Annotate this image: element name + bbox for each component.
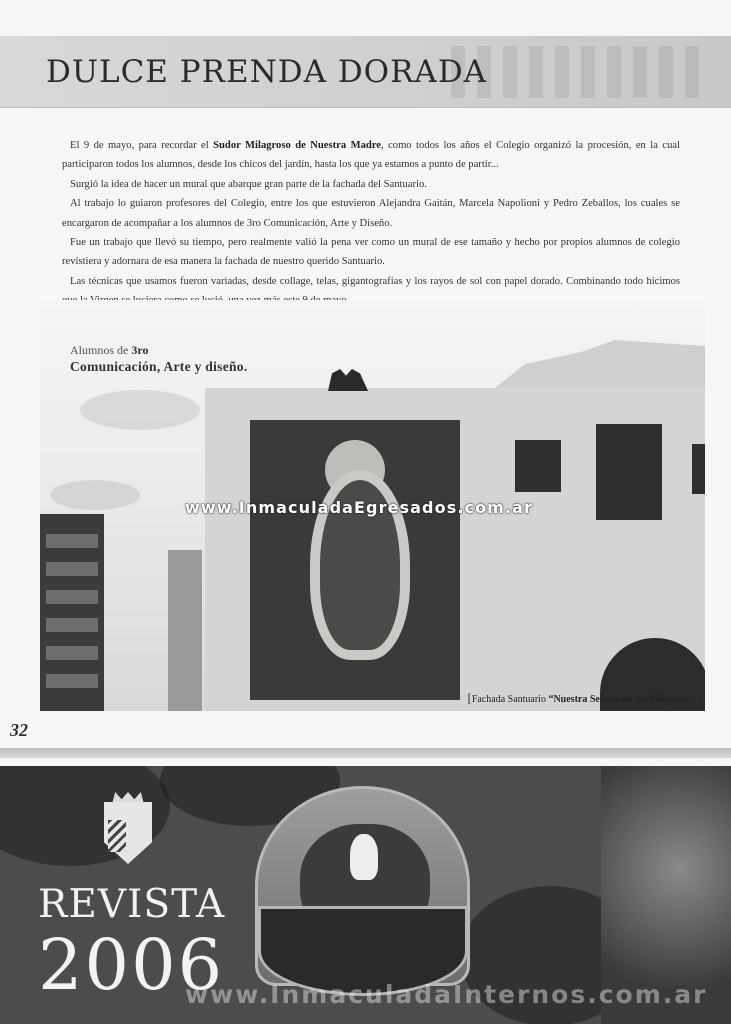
credit-line-1 [70,343,148,358]
building-window [46,674,98,688]
cloud [50,480,140,510]
left-building [40,514,104,711]
photo-caption [467,690,699,706]
page-number: 32 [10,720,28,740]
caption-bracket-close: ] [694,690,699,705]
page-title: DULCE PRENDA DORADA [46,54,488,90]
article-paragraph-5: Las técnicas que usamos fueron variadas, desde collage, telas, gigantografías y los rayos de sol con papel dorado. Combinando todo hicimos [70,275,680,287]
building-window [46,590,98,604]
watermark-url-top: www.InmaculadaEgresados.com.ar [185,498,534,517]
caption-bracket-open: [ [467,690,472,705]
caption-prefix: Fachada Santuario [471,694,546,705]
facade-window [515,440,561,492]
title-band-texture [451,46,711,98]
cloud [80,390,200,430]
people-on-roof [328,369,368,391]
credit-prefix: Alumnos de [70,343,129,357]
paragraph-1-bold: Sudor Milagroso de Nuestra Madre [213,140,381,151]
building-window [46,534,98,548]
article-paragraph-2: Surgió la idea de hacer un mural que abarque gran parte de la fachada del Santuario. [70,178,427,190]
section-divider [0,748,731,758]
credit-line-2: Comunicación, Arte y diseño. [70,359,248,374]
revista-year: 2006 [38,924,225,1006]
article-paragraph-3: Al trabajo lo guiaron profesores del Colegio, entre los que estuvieron Alejandra Gaitán, Marcela Napolioni y Pedro Zeballos, los cuales se encargaron de acompañar a los alumnos de 3ro Comunicación, Arte y Diseño. [62,198,680,229]
credit-grade: 3ro [131,343,149,357]
article-paragraph-4: Fue un trabajo que llevó su tiempo, pero realmente valió la pena ver como un mural de ese tamaño y hecho por propios alumnos de colegio revistiera y adornara de esa manera la fachada de nuestro querido Santuario. [62,237,680,268]
building-window [46,562,98,576]
revista-label: REVISTA [38,882,226,927]
facade-window [692,444,705,494]
revista-footer-banner [0,766,731,1024]
virgin-statue [350,834,378,880]
building-window [46,618,98,632]
crest-stripes-icon [108,820,126,852]
article-paragraph-1 [62,136,680,175]
article-body [62,136,680,311]
caption-title: “Nuestra Señora de los Milagros” [548,694,693,705]
paragraph-1-text-a: El 9 de mayo, para recordar el [70,140,214,151]
paragraph-1-text-b: , como todos los años el Colegio organizó la procesión, en la cual participaron todos los alumnos, desde los chicos del jardín, hasta los que ya estamos a punto de partir... [62,140,681,171]
small-building [168,550,202,711]
facade-window [596,424,662,520]
watermark-url-bottom: www.InmaculadaInternos.com.ar [185,980,708,1009]
building-window [46,646,98,660]
